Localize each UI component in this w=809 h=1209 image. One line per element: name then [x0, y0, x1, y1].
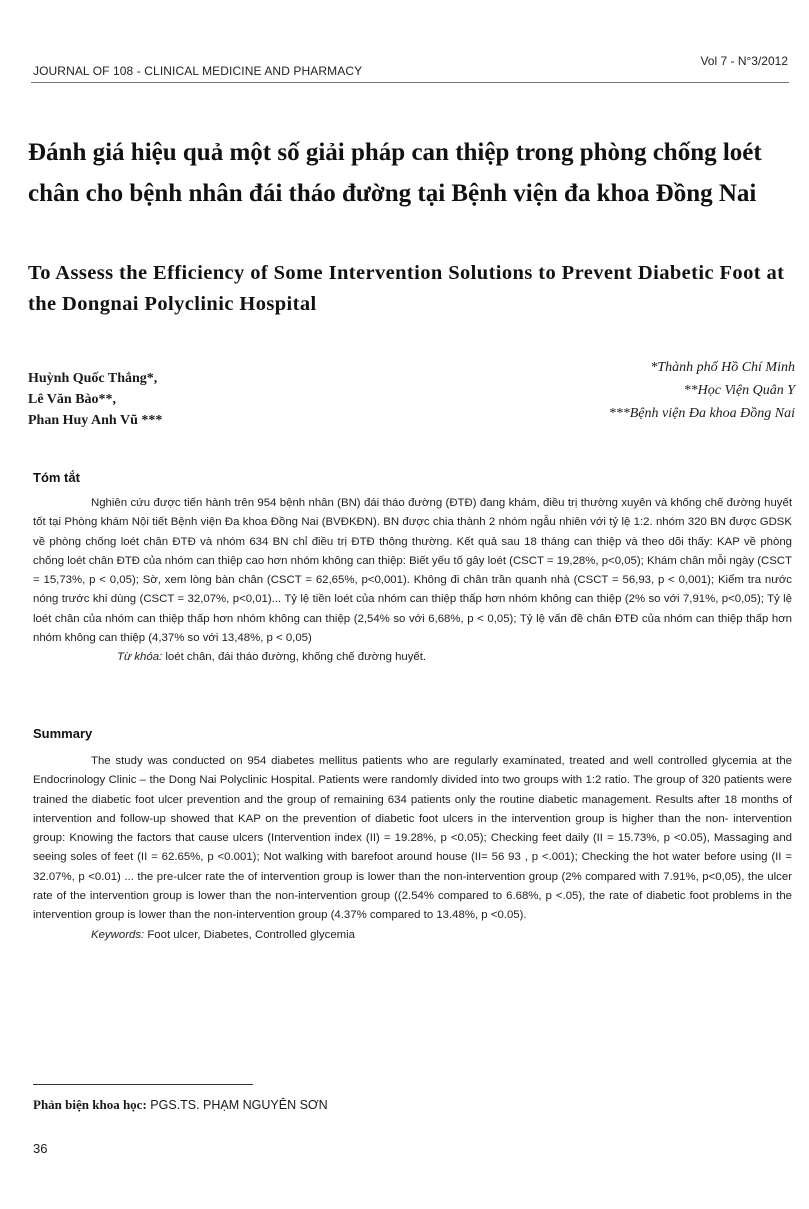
author-list [28, 368, 162, 431]
tomtat-heading: Tóm tắt [33, 470, 80, 485]
reviewer-name: PGS.TS. PHẠM NGUYÊN SƠN [146, 1098, 328, 1112]
title-english: To Assess the Efficiency of Some Intervention Solutions to Prevent Diabetic Foot at the Dongnai Polyclinic Hospital [28, 262, 785, 315]
affiliation-1: *Thành phố Hồ Chí Minh [650, 360, 795, 375]
author-1: Huỳnh Quốc Thắng*, [28, 371, 158, 386]
header-rule [31, 82, 789, 83]
summary-heading: Summary [33, 726, 93, 741]
tomtat-keyword-label: Từ khóa: [117, 651, 163, 664]
reviewer-note [33, 1097, 328, 1113]
summary-keyword-label: Keywords: [91, 928, 145, 941]
tomtat-section [33, 494, 792, 667]
summary-body: The study was conducted on 954 diabetes mellitus patients who are regularly examinated, treated and well controlled glycemia at the Endocrinology Clinic – the Dong Nai Polyclinic Hospital. Patients were randomly divided into two groups with 1:2 ratio. The group of 320 patients were trained the diabetic foot ulcer prevention and the group of remaining 634 patients only the routine diabetic management. Results after 18 months of intervention and follow-up showed that KAP on the prevention of diabetic foot ulcers in the intervention group is higher than the non- intervention group: Knowing the factors that cause ulcers (Intervention index (II) = 19.28%, p <0.05); Checking feet daily (II = 15.73%, p <0.05), Massaging and seeing soles of feet (II = 62.65%, p <0.001); Not walking with barefoot around house (II= 56 93 , p <.001); Checking the hot water before using (II = 32.07%, p <0.01) ... the pre-ulcer rate the of intervention group is lower than the non-intervention group (2% compared with 7.91%, p<0,05), the ulcer rate of the intervention group is lower than the non-intervention group ((2.54% compared to 6.68%, p <.05), the rate of diabetic foot problems in the intervention group is lower than the non-intervention group (4.37% compared to 13.48%, p <0.05). [33, 755, 792, 922]
footnote-rule [33, 1084, 253, 1085]
summary-keywords [33, 926, 792, 945]
journal-name: JOURNAL OF 108 - CLINICAL MEDICINE AND PHARMACY [33, 64, 363, 78]
tomtat-keyword-values: loét chân, đái tháo đường, khống chế đường huyết. [162, 651, 427, 664]
affiliation-2: **Học Viện Quân Y [683, 383, 795, 398]
summary-keyword-values: Foot ulcer, Diabetes, Controlled glycemia [144, 928, 356, 941]
summary-section [33, 752, 792, 945]
author-2: Lê Văn Bào**, [28, 392, 117, 407]
title-vietnamese: Đánh giá hiệu quả một số giải pháp can thiệp trong phòng chống loét chân cho bệnh nhân đái tháo đường tại Bệnh viện đa khoa Đồng Nai [28, 139, 762, 207]
tomtat-body: Nghiên cứu được tiến hành trên 954 bệnh nhân (BN) đái tháo đường (ĐTĐ) đang khám, điều trị thường xuyên và khống chế đường huyết tốt tại Phòng khám Nội tiết Bệnh viện Đa khoa Đồng Nai (BVĐKĐN). BN được chia thành 2 nhóm ngẫu nhiên với tỷ lệ 1:2. nhóm 320 BN được GDSK về phòng chống loét chân ĐTĐ và nhóm 634 BN chỉ điều trị ĐTĐ thông thường. Kết quả sau 18 tháng can thiệp và theo dõi thấy: KAP về phòng chống loét chân ĐTĐ của nhóm can thiệp cao hơn nhóm không can thiệp: Biết yếu tố gây loét (CSCT = 19,28%, p<0,05); Khám chân mỗi ngày (CSCT = 15,73%, p < 0,05); Sờ, xem lòng bàn chân (CSCT = 62,65%, p<0,001). Không đi chân trần quanh nhà (CSCT = 56,93, p < 0,001); Kiểm tra nước nóng trước khi dùng (CSCT = 32,07%, p<0,01)... Tỷ lệ tiền loét của nhóm can thiệp thấp hơn nhóm không can thiệp (2% so với 7,91%, p<0,05); Tỷ lệ loét chân của nhóm can thiệp thấp hơn nhóm không can thiệp (2,54% so với 6,68%, p < 0,05); Tỷ lệ vấn đề chân ĐTĐ của nhóm can thiệp thấp hơn nhóm không can thiệp (4,37% so với 13,48%, p < 0,05) [33, 497, 792, 645]
volume-issue: Vol 7 - N°3/2012 [700, 54, 788, 68]
author-3: Phan Huy Anh Vũ *** [28, 413, 163, 428]
affiliation-3: ***Bệnh viện Đa khoa Đồng Nai [608, 406, 795, 421]
page-number: 36 [33, 1141, 48, 1156]
reviewer-label: Phản biện khoa học: [33, 1097, 147, 1112]
affiliation-list [609, 356, 795, 425]
tomtat-keywords [33, 648, 792, 667]
